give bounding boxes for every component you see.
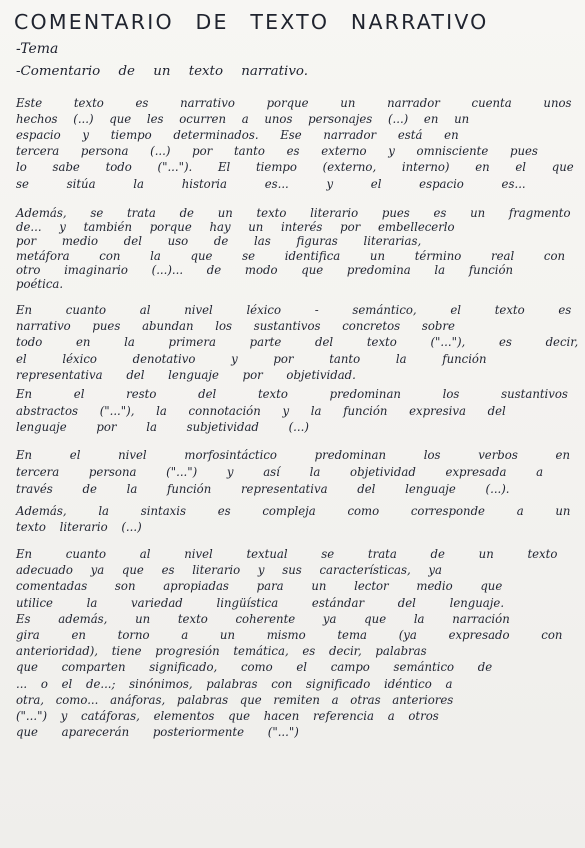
text-line: comentadas son apropiadas para un lector medio que [16, 579, 503, 594]
text-line: abstractos ("..."), la connotación y la función expresiva del [16, 403, 506, 418]
text-line: texto literario (...) [16, 519, 142, 534]
page-title: COMENTARIO DE TEXTO NARRATIVO [14, 10, 489, 34]
text-line: otra, como... anáforas, palabras que remiten a otras anteriores [16, 692, 454, 707]
text-line: En cuanto al nivel textual se trata de un texto [16, 547, 558, 561]
text-line: hechos (...) que les ocurren a unos personajes (...) en un [16, 112, 470, 127]
text-line: En cuanto al nivel léxico - semántico, el texto es [16, 303, 572, 317]
text-line: el léxico denotativo y por tanto la función [16, 351, 487, 366]
text-line: ("...") y catáforas, elementos que hacen referencia a otros [16, 709, 439, 723]
text-line: lenguaje por la subjetividad (...) [16, 420, 309, 434]
text-line: poética. [16, 277, 64, 291]
text-line: por medio del uso de las figuras literarias, [16, 234, 422, 249]
text-line: Además, se trata de un texto literario pues es un fragmento [16, 206, 571, 220]
text-line: que comparten significado, como el campo semántico de [16, 660, 493, 675]
text-line: anterioridad), tiene progresión temática, es decir, palabras [16, 644, 427, 659]
text-line: Este texto es narrativo porque un narrador cuenta unos [16, 96, 572, 110]
text-line: tercera persona ("...") y así la objetividad expresada a [16, 464, 544, 479]
text-line: En el nivel morfosintáctico predominan los verbos en [16, 448, 570, 462]
text-line: todo en la primera parte del texto ("..."), es decir, [16, 335, 579, 350]
text-line: adecuado ya que es literario y sus características, ya [16, 563, 442, 578]
text-line: tercera persona (...) por tanto es externo y omnisciente pues [16, 144, 538, 159]
text-line: En el resto del texto predominan los sustantivos [16, 387, 568, 401]
text-line: ... o el de...; sinónimos, palabras con significado idéntico a [16, 676, 453, 691]
text-line: través de la función representativa del lenguaje (...). [16, 481, 510, 496]
text-line: gira en torno a un mismo tema (ya expresado con [16, 628, 563, 642]
text-line: utilice la variedad lingüística estándar del lenguaje. [16, 595, 505, 610]
text-line: representativa del lenguaje por objetividad. [16, 367, 356, 382]
text-line: lo sabe todo ("..."). El tiempo (externo, interno) en el que [16, 160, 574, 175]
section-comentario: -Comentario de un texto narrativo. [16, 64, 308, 79]
text-line: Es además, un texto coherente ya que la narración [16, 611, 510, 626]
text-line: espacio y tiempo determinados. Ese narrador está en [16, 128, 459, 143]
text-line: Además, la sintaxis es compleja como corresponde a un [16, 504, 571, 518]
section-tema: -Tema [16, 41, 59, 57]
text-line: narrativo pues abundan los sustantivos concretos sobre [16, 319, 455, 334]
text-line: otro imaginario (...)... de modo que predomina la función [16, 262, 514, 277]
text-line: de... y también porque hay un interés por embellecerlo [16, 220, 455, 235]
text-line: que aparecerán posteriormente ("...") [16, 725, 299, 740]
text-line: metáfora con la que se identifica un término real con [16, 248, 566, 263]
text-line: se sitúa la historia es... y el espacio es... [16, 176, 526, 191]
